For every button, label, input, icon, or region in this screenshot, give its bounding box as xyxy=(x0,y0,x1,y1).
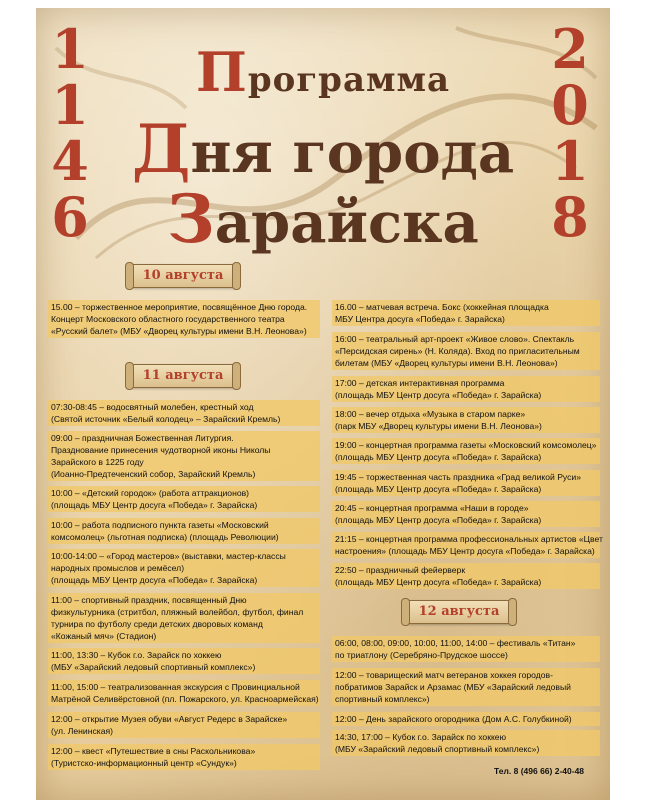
event-line: (МБУ «Зарайский ледовый спортивный комплекс») xyxy=(335,744,540,754)
year-right-digit: 8 xyxy=(551,185,589,249)
title-initial: Д xyxy=(131,110,191,188)
title-line-3 xyxy=(36,180,610,258)
event-line: комсомолец» (льготная подписка) (площадь Революции) xyxy=(51,532,279,542)
event-line: (Святой источник «Белый колодец» – Зарайский Кремль) xyxy=(51,414,281,424)
event-line: физкультурника (стритбол, пляжный волейбол, футбол, финал xyxy=(51,607,304,617)
event-aug11-left xyxy=(48,518,320,544)
event-line: (ул. Ленинская) xyxy=(51,726,114,736)
event-line: (площадь МБУ Центр досуга «Победа» г. Зарайска) xyxy=(335,484,542,494)
event-aug11-left xyxy=(48,593,320,643)
event-line: 12:00 – квест «Путешествие в сны Раскольникова» xyxy=(51,746,256,756)
date-banner-aug10: 10 августа xyxy=(130,264,236,288)
year-left-digit: 1 xyxy=(51,73,89,137)
event-line: 12:00 – товарищеский матч ветеранов хоккея городов- xyxy=(335,670,553,680)
event-line: 10:00 – работа подписного пункта газеты «Московский xyxy=(51,520,269,530)
event-line: 14:30, 17:00 – Кубок г.о. Зарайск по хоккею xyxy=(335,732,507,742)
title-text: ня города xyxy=(190,120,515,186)
event-line: (парк МБУ «Дворец культуры имени В.Н. Леонова») xyxy=(335,421,542,431)
event-line: 20:45 – концертная программа «Наши в городе» xyxy=(335,503,529,513)
date-banner-aug12: 12 августа xyxy=(406,600,512,624)
event-line: 12:00 – День зарайского огородника (Дом А.С. Голубкиной) xyxy=(335,714,572,724)
event-line: Зарайского в 1225 году xyxy=(51,457,144,467)
event-line: «Русский балет» (МБУ «Дворец культуры имени В.Н. Леонова») xyxy=(51,326,307,336)
event-aug11-right xyxy=(332,407,600,433)
event-line: «Кожаный мяч» (Стадион) xyxy=(51,631,157,641)
event-line: 10:00 – «Детский городок» (работа аттракционов) xyxy=(51,488,250,498)
event-line: народных промыслов и ремёсел) xyxy=(51,563,185,573)
event-aug11-right xyxy=(332,563,600,589)
event-aug12 xyxy=(332,668,600,706)
event-aug11-right xyxy=(332,376,600,402)
event-line: 22:50 – праздничный фейерверк xyxy=(335,565,466,575)
poster xyxy=(36,8,610,800)
event-line: по триатлону (Серебряно-Прудское шоссе) xyxy=(335,650,508,660)
event-line: (Иоанно-Предтеченский собор, Зарайский Кремль) xyxy=(51,469,256,479)
event-line: 12:00 – открытие Музея обуви «Август Редерс в Зарайске» xyxy=(51,714,288,724)
year-right-digit: 1 xyxy=(551,129,589,193)
event-aug11-right xyxy=(332,438,600,464)
event-aug12 xyxy=(332,712,600,726)
year-right-digit: 0 xyxy=(551,73,589,137)
event-line: 11:00, 15:00 – театрализованная экскурсия с Провинциальной xyxy=(51,682,300,692)
title-line-1 xyxy=(36,40,610,104)
year-left-digit: 6 xyxy=(51,185,89,249)
event-line: побратимов Зарайск и Арзамас (МБУ «Зарайский ледовый xyxy=(335,682,571,692)
event-aug11-right xyxy=(332,501,600,527)
year-right-digit: 2 xyxy=(551,17,589,81)
event-line: (МБУ «Зарайский ледовый спортивный комплекс») xyxy=(51,662,256,672)
event-aug11-left xyxy=(48,486,320,512)
event-aug12 xyxy=(332,730,600,756)
event-aug11-left xyxy=(48,744,320,770)
event-line: 19:45 – торжественная часть праздника «Град великой Руси» xyxy=(335,472,581,482)
event-line: 18:00 – вечер отдыха «Музыка в старом парке» xyxy=(335,409,526,419)
event-line: (площадь МБУ Центр досуга «Победа» г. Зарайска) xyxy=(51,500,258,510)
event-line: 16.00 – матчевая встреча. Бокс (хоккейная площадка xyxy=(335,302,549,312)
event-line: 11:00, 13:30 – Кубок г.о. Зарайск по хоккею xyxy=(51,650,222,660)
event-line: 21:15 – концертная программа профессиональных артистов «Цвет xyxy=(335,534,603,544)
title-initial: П xyxy=(195,40,248,104)
event-line: Празднование принесения чудотворной иконы Николы xyxy=(51,445,271,455)
event-line: (площадь МБУ Центр досуга «Победа» г. Зарайска) xyxy=(335,390,542,400)
event-aug11-left xyxy=(48,549,320,587)
event-aug11-right xyxy=(332,300,600,326)
event-aug11-right xyxy=(332,532,603,558)
event-line: 15.00 – торжественное мероприятие, посвящённое Дню города. xyxy=(51,302,308,312)
event-aug11-left xyxy=(48,648,320,674)
event-aug12 xyxy=(332,636,600,662)
event-line: билетам (МБУ «Дворец культуры имени В.Н. Леонова») xyxy=(335,358,558,368)
event-line: МБУ Центра досуга «Победа» г. Зарайска) xyxy=(335,314,505,324)
event-aug10 xyxy=(48,300,320,338)
event-line: (площадь МБУ Центр досуга «Победа» г. Зарайска) xyxy=(335,577,542,587)
event-line: (площадь МБУ Центр досуга «Победа» г. Зарайска) xyxy=(51,575,258,585)
event-line: 10:00-14:00 – «Город мастеров» (выставки, мастер-классы xyxy=(51,551,286,561)
event-line: 09:00 – праздничная Божественная Литургия. xyxy=(51,433,234,443)
event-line: турнира по футболу среди детских дворовых команд xyxy=(51,619,263,629)
event-aug11-right xyxy=(332,332,600,370)
event-aug11-left xyxy=(48,712,320,738)
event-line: «Персидская сирень» (Н. Коляда). Вход по пригласительным xyxy=(335,346,580,356)
event-line: (площадь МБУ Центр досуга «Победа» г. Зарайска) xyxy=(335,515,542,525)
event-line: Матрёной Селивёрстовной (пл. Пожарского, ул. Красноармейская) xyxy=(51,694,319,704)
event-line: настроения» (площадь МБУ Центр досуга «Победа» г. Зарайска) xyxy=(335,546,595,556)
title-text: рограмма xyxy=(247,60,451,100)
event-aug11-left xyxy=(48,431,320,481)
event-line: 07:30-08:45 – водосвятный молебен, крестный ход xyxy=(51,402,254,412)
title-line-2 xyxy=(36,110,610,193)
date-banner-aug11: 11 августа xyxy=(130,364,236,388)
event-aug11-left xyxy=(48,680,320,706)
event-line: 06:00, 08:00, 09:00, 10:00, 11:00, 14:00 – фестиваль «Титан» xyxy=(335,638,576,648)
event-line: (Туристско-информационный центр «Сундук») xyxy=(51,758,237,768)
title-initial: З xyxy=(167,180,215,258)
phone-number: Тел. 8 (496 66) 2-40-48 xyxy=(494,766,585,776)
event-line: 11:00 – спортивный праздник, посвященный Дню xyxy=(51,595,247,605)
event-line: Концерт Московского областного государственного театра xyxy=(51,314,285,324)
year-left-digit: 1 xyxy=(51,17,89,81)
event-line: 19:00 – концертная программа газеты «Московский комсомолец» xyxy=(335,440,597,450)
event-aug11-left xyxy=(48,400,320,426)
event-line: спортивный комплекс») xyxy=(335,694,430,704)
year-left-digit: 4 xyxy=(51,129,89,193)
event-line: 16:00 – театральный арт-проект «Живое слово». Спектакль xyxy=(335,334,575,344)
title-text: арайска xyxy=(214,190,479,256)
event-line: 17:00 – детская интерактивная программа xyxy=(335,378,505,388)
event-aug11-right xyxy=(332,470,600,496)
event-line: (площадь МБУ Центр досуга «Победа» г. Зарайска) xyxy=(335,452,542,462)
